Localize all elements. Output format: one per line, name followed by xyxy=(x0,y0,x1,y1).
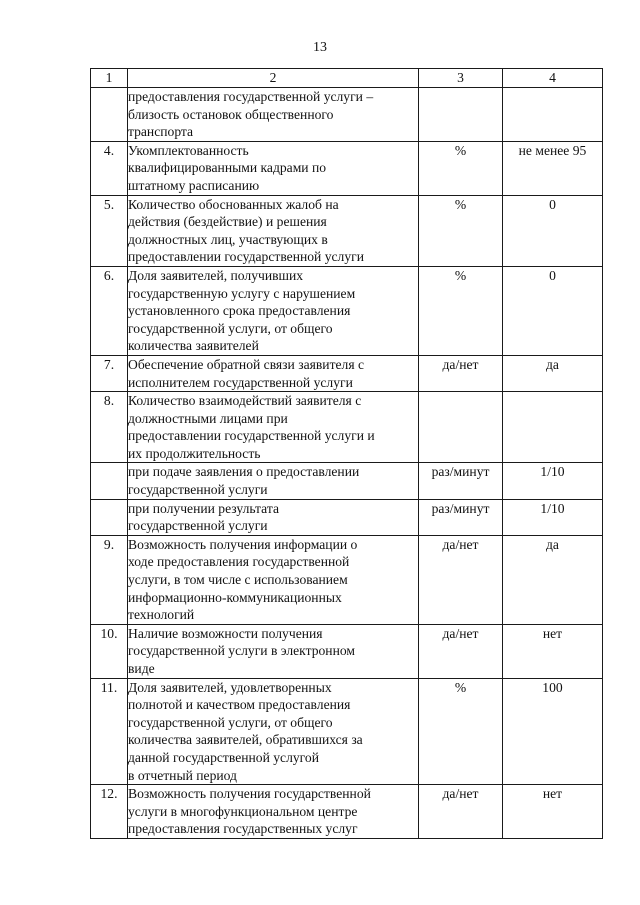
normative-value: 100 xyxy=(503,678,603,785)
description-line: при подаче заявления о предоставлении xyxy=(128,464,360,480)
table-row xyxy=(91,141,603,195)
description-line: государственной услуги, от общего xyxy=(128,320,333,336)
table-row xyxy=(91,355,603,391)
table-row xyxy=(91,463,603,499)
normative-value: нет xyxy=(503,785,603,839)
description-line: информационно-коммуникационных xyxy=(128,589,342,605)
table-body xyxy=(91,88,603,839)
description-line: штатному расписанию xyxy=(128,177,260,193)
row-number: 12. xyxy=(91,785,128,839)
description-line: предоставления государственной услуги – xyxy=(128,89,374,104)
table-row xyxy=(91,195,603,266)
description-line: Обеспечение обратной связи заявителя с xyxy=(128,356,365,372)
normative-value: нет xyxy=(503,624,603,678)
description-line: должностных лиц, участвующих в xyxy=(128,231,328,247)
normative-value: не менее 95 xyxy=(503,141,603,195)
description-line: полнотой и качеством предоставления xyxy=(128,697,351,713)
description-line: Доля заявителей, удовлетворенных xyxy=(128,679,332,695)
table-row xyxy=(91,535,603,624)
row-number: 6. xyxy=(91,266,128,355)
description-line: данной государственной услугой xyxy=(128,749,319,765)
row-number: 5. xyxy=(91,195,128,266)
indicator-description xyxy=(128,195,419,266)
unit-of-measure: да/нет xyxy=(419,785,503,839)
row-number xyxy=(91,463,128,499)
description-line: установленного срока предоставления xyxy=(128,303,351,319)
indicator-description xyxy=(128,785,419,839)
table-row xyxy=(91,499,603,535)
column-header: 3 xyxy=(419,69,503,88)
description-line: услуги, в том числе с использованием xyxy=(128,572,348,588)
description-line: действия (бездействие) и решения xyxy=(128,214,327,230)
unit-of-measure: % xyxy=(419,141,503,195)
unit-of-measure xyxy=(419,392,503,463)
normative-value: 1/10 xyxy=(503,463,603,499)
unit-of-measure: % xyxy=(419,195,503,266)
normative-value: 0 xyxy=(503,195,603,266)
unit-of-measure: % xyxy=(419,678,503,785)
description-line: государственную услугу с нарушением xyxy=(128,285,356,301)
normative-value: 0 xyxy=(503,266,603,355)
indicator-description xyxy=(128,624,419,678)
description-line: виде xyxy=(128,661,155,676)
row-number: 8. xyxy=(91,392,128,463)
table-row xyxy=(91,88,603,142)
indicator-description xyxy=(128,535,419,624)
description-line: Количество обоснованных жалоб на xyxy=(128,196,339,212)
description-line: квалифицированными кадрами по xyxy=(128,160,327,176)
row-number: 11. xyxy=(91,678,128,785)
unit-of-measure: раз/минут xyxy=(419,463,503,499)
description-line: при получении результата xyxy=(128,500,279,516)
indicator-description xyxy=(128,141,419,195)
indicators-table xyxy=(90,68,603,839)
table-header-row xyxy=(91,69,603,88)
description-line: Возможность получения государственной xyxy=(128,786,371,802)
table-row xyxy=(91,392,603,463)
normative-value: 1/10 xyxy=(503,499,603,535)
row-number xyxy=(91,499,128,535)
description-line: должностными лицами при xyxy=(128,410,288,426)
description-line: Возможность получения информации о xyxy=(128,536,358,552)
description-line: исполнителем государственной услуги xyxy=(128,374,353,390)
row-number: 7. xyxy=(91,355,128,391)
description-line: Наличие возможности получения xyxy=(128,625,323,641)
indicator-description xyxy=(128,678,419,785)
indicator-description xyxy=(128,355,419,391)
column-header: 2 xyxy=(128,69,419,88)
row-number: 9. xyxy=(91,535,128,624)
description-line: государственной услуги в электронном xyxy=(128,643,355,659)
unit-of-measure: да/нет xyxy=(419,535,503,624)
description-line: Количество взаимодействий заявителя с xyxy=(128,393,362,409)
unit-of-measure: % xyxy=(419,266,503,355)
indicator-description xyxy=(128,499,419,535)
description-line: близость остановок общественного xyxy=(128,106,334,122)
description-line: ходе предоставления государственной xyxy=(128,554,350,570)
description-line: услуги в многофункциональном центре xyxy=(128,803,358,819)
description-line: в отчетный период xyxy=(128,767,237,783)
unit-of-measure: да/нет xyxy=(419,355,503,391)
description-line: предоставления государственных услуг xyxy=(128,821,358,837)
description-line: Доля заявителей, получивших xyxy=(128,267,304,283)
indicator-description xyxy=(128,392,419,463)
normative-value xyxy=(503,392,603,463)
table-row xyxy=(91,624,603,678)
description-line: количества заявителей, обратившихся за xyxy=(128,732,363,748)
column-header: 1 xyxy=(91,69,128,88)
description-line: Укомплектованность xyxy=(128,142,249,158)
description-line: технологий xyxy=(128,607,195,623)
description-line: количества заявителей xyxy=(128,338,259,354)
page-number: 13 xyxy=(313,40,327,55)
indicator-description xyxy=(128,266,419,355)
description-line: предоставлении государственной услуги и xyxy=(128,428,375,444)
description-line: предоставлении государственной услуги xyxy=(128,249,364,265)
indicator-description xyxy=(128,88,419,142)
description-line: государственной услуги xyxy=(128,482,268,498)
column-header: 4 xyxy=(503,69,603,88)
normative-value: да xyxy=(503,355,603,391)
description-line: транспорта xyxy=(128,124,194,140)
table-row xyxy=(91,785,603,839)
unit-of-measure: да/нет xyxy=(419,624,503,678)
description-line: государственной услуги, от общего xyxy=(128,714,333,730)
unit-of-measure xyxy=(419,88,503,142)
normative-value: да xyxy=(503,535,603,624)
table-row xyxy=(91,678,603,785)
row-number: 10. xyxy=(91,624,128,678)
row-number xyxy=(91,88,128,142)
table-row xyxy=(91,266,603,355)
row-number: 4. xyxy=(91,141,128,195)
description-line: государственной услуги xyxy=(128,518,268,534)
normative-value xyxy=(503,88,603,142)
description-line: их продолжительность xyxy=(128,445,261,461)
indicator-description xyxy=(128,463,419,499)
unit-of-measure: раз/минут xyxy=(419,499,503,535)
